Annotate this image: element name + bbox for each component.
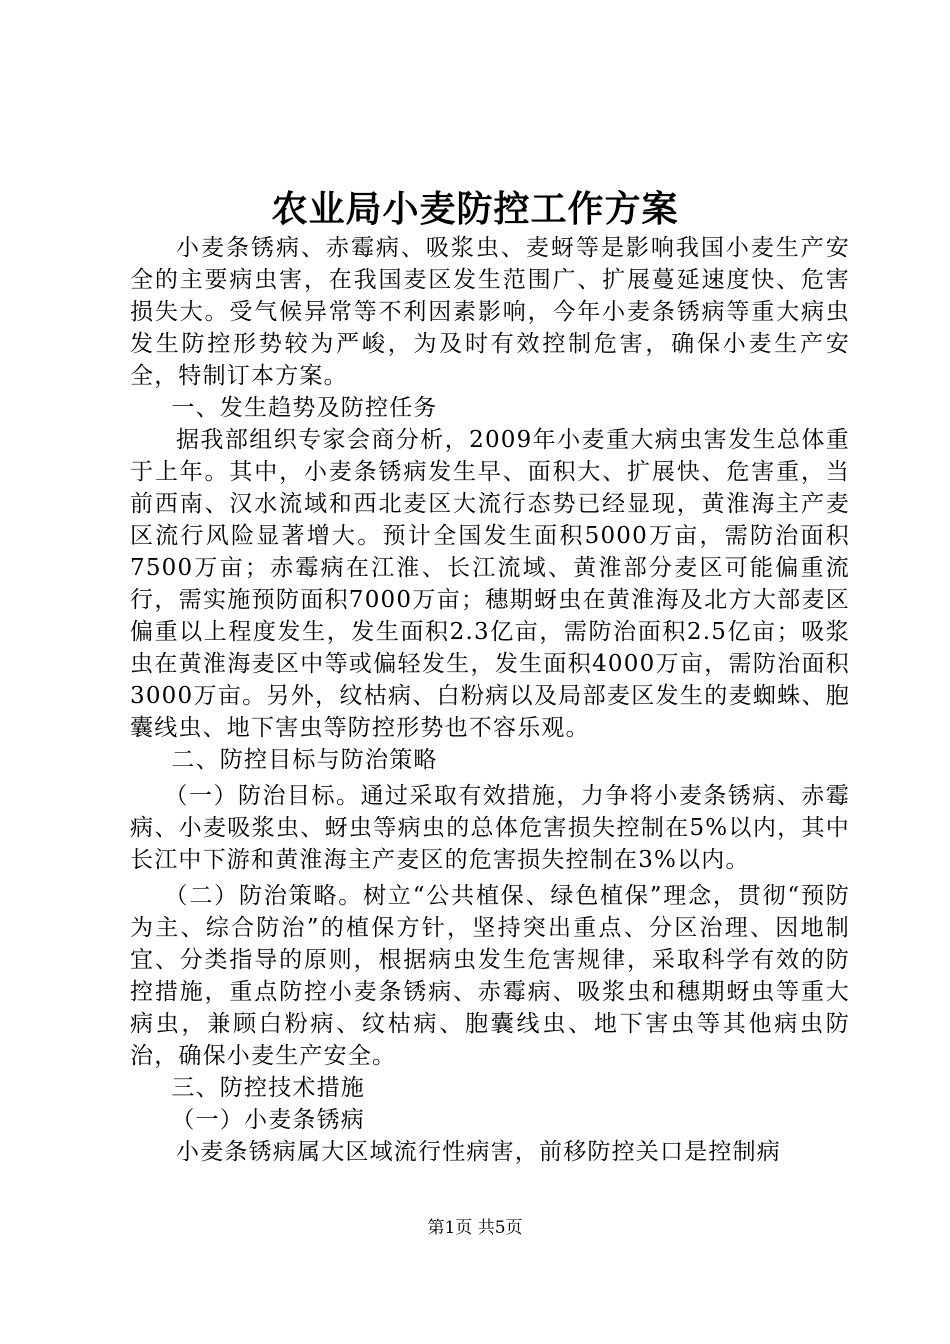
section-heading-1: 一、发生趋势及防控任务 bbox=[171, 395, 438, 421]
section-heading-2: 二、防控目标与防治策略 bbox=[171, 747, 438, 773]
stripe-rust-paragraph: 小麦条锈病属大区域流行性病害，前移防控关口是控制病 bbox=[176, 1139, 781, 1165]
trend-paragraph: 据我部组织专家会商分析，2009年小麦重大病虫害发生总体重于上年。其中，小麦条锈病发生早、面积大、扩展快、危害重，当前西南、汉水流域和西北麦区大流行态势已经显现，黄淮海主产麦区流行风险显著增大。预计全国发生面积5000万亩，需防治面积7500万亩；赤霉病在江淮、长江流域、黄淮部分麦区可能偏重流行，需实施预防面积7000万亩；穗期蚜虫在黄淮海及北方大部麦区偏重以上程度发生，发生面积2.3亿亩，需防治面积2.5亿亩；吸浆虫在黄淮海麦区中等或偏轻发生，发生面积4000万亩，需防治面积3000万亩。另外，纹枯病、白粉病以及局部麦区发生的麦蜘蛛、胞囊线虫、地下害虫等防控形势也不容乐观。 bbox=[130, 427, 850, 741]
document-title: 农业局小麦防控工作方案 bbox=[271, 188, 679, 230]
subsection-heading-stripe-rust: （一）小麦条锈病 bbox=[171, 1107, 365, 1133]
document-body bbox=[130, 232, 850, 1168]
intro-paragraph: 小麦条锈病、赤霉病、吸浆虫、麦蚜等是影响我国小麦生产安全的主要病虫害，在我国麦区发生范围广、扩展蔓延速度快、危害损失大。受气候异常等不利因素影响，今年小麦条锈病等重大病虫发生防控形势较为严峻，为及时有效控制危害，确保小麦生产安全，特制订本方案。 bbox=[130, 235, 850, 389]
page-footer: 第1页 共5页 bbox=[427, 1218, 523, 1238]
goal-paragraph: （一）防治目标。通过采取有效措施，力争将小麦条锈病、赤霉病、小麦吸浆虫、蚜虫等病虫的总体危害损失控制在5%以内，其中长江中下游和黄淮海主产麦区的危害损失控制在3%以内。 bbox=[130, 783, 850, 873]
section-heading-3: 三、防控技术措施 bbox=[171, 1075, 365, 1101]
strategy-paragraph: （二）防治策略。树立“公共植保、绿色植保”理念，贯彻“预防为主、综合防治”的植保方针，坚持突出重点、分区治理、因地制宜、分类指导的原则，根据病虫发生危害规律，采取科学有效的防控措施，重点防控小麦条锈病、赤霉病、吸浆虫和穗期蚜虫等重大病虫，兼顾白粉病、纹枯病、胞囊线虫、地下害虫等其他病虫防治，确保小麦生产安全。 bbox=[130, 883, 850, 1069]
